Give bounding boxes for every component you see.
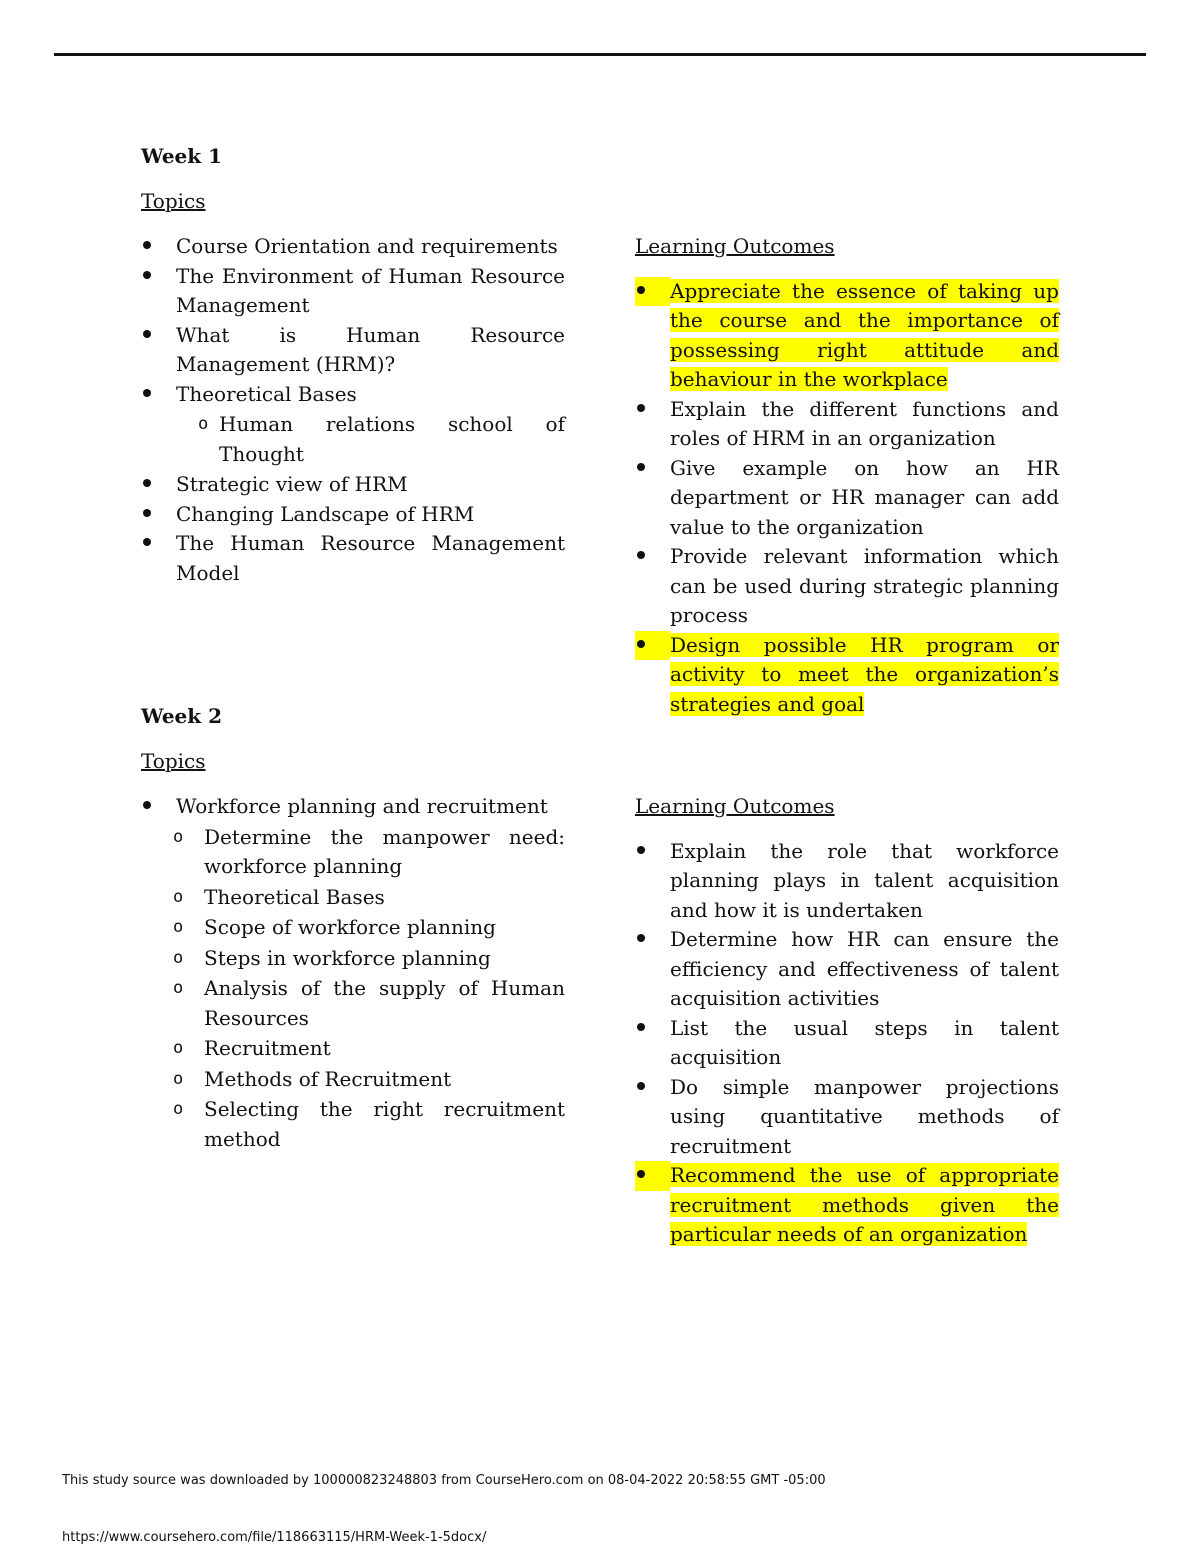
- outcome-text: Explain the role that workforce planning plays in talent acquisition and how it is undertaken: [670, 838, 1059, 922]
- week-2-title: Week 2: [141, 704, 223, 728]
- week-2-topics-label: Topics: [141, 749, 206, 773]
- bullet-icon: [141, 380, 176, 410]
- outcome-text: List the usual steps in talent acquisition: [670, 1015, 1059, 1069]
- bullet-icon: [635, 454, 670, 484]
- topic-item: [141, 470, 565, 500]
- outcome-item: [635, 837, 1059, 926]
- subtopic-text: Selecting the right recruitment method: [204, 1097, 565, 1151]
- subtopic-text: Scope of workforce planning: [204, 915, 496, 939]
- topic-item: [141, 500, 565, 530]
- week-1-outcomes-list: [635, 277, 1059, 720]
- outcome-text: Give example on how an HR department or HR manager can add value to the organization: [670, 455, 1059, 539]
- bullet-icon: [635, 1073, 670, 1103]
- topic-item: [141, 792, 565, 1154]
- bullet-icon: [141, 321, 176, 351]
- subtopic-item: [141, 883, 565, 913]
- topic-item: [141, 232, 565, 262]
- subtopic-text: Methods of Recruitment: [204, 1066, 452, 1091]
- week-2-outcomes-list: [635, 837, 1059, 1250]
- subtopic-item: [141, 1065, 565, 1095]
- topic-item: [141, 321, 565, 380]
- bullet-icon: [635, 1161, 670, 1191]
- outcome-text: Provide relevant information which can be used during strategic planning process: [670, 544, 1059, 627]
- topic-text: What is Human Resource Management (HRM)?: [176, 322, 565, 376]
- sub-bullet-icon: o: [173, 1099, 184, 1119]
- topic-item: [141, 380, 565, 470]
- bullet-icon: [141, 470, 176, 500]
- topic-text: Workforce planning and recruitment: [176, 794, 548, 818]
- bullet-icon: [141, 792, 176, 822]
- week-1-title: Week 1: [141, 144, 223, 168]
- outcome-item: [635, 454, 1059, 543]
- subtopic-item: [141, 823, 565, 882]
- outcome-text: Explain the different functions and roles of HRM in an organization: [670, 396, 1059, 450]
- subtopic-text: Human relations school of Thought: [219, 412, 565, 466]
- subtopic-item: [141, 944, 565, 974]
- subtopic-item: [141, 974, 565, 1033]
- bullet-icon: [141, 500, 176, 530]
- subtopic-item: [141, 410, 565, 469]
- week-2-outcomes-column: [635, 792, 1059, 1250]
- outcome-item: [635, 925, 1059, 1014]
- subtopic-list: [141, 410, 565, 469]
- subtopic-item: [141, 1095, 565, 1154]
- outcome-item: [635, 542, 1059, 631]
- bullet-icon: [141, 232, 176, 262]
- topic-text: The Human Resource Management Model: [176, 531, 565, 585]
- outcome-item: [635, 1014, 1059, 1073]
- bullet-icon: [635, 837, 670, 867]
- bullet-icon: [635, 1014, 670, 1044]
- top-horizontal-rule: [54, 53, 1146, 56]
- week-1-outcomes-column: [635, 232, 1059, 719]
- sub-bullet-icon: o: [173, 978, 184, 998]
- source-url[interactable]: https://www.coursehero.com/file/118663115/HRM-Week-1-5docx/: [62, 1530, 487, 1545]
- week-1-topics-list: [141, 232, 565, 588]
- bullet-icon: [635, 542, 670, 572]
- download-source-notice: This study source was downloaded by 100000823248803 from CourseHero.com on 08-04-2022 20:58:55 GMT -05:00: [62, 1473, 826, 1488]
- sub-bullet-icon: o: [173, 1068, 184, 1089]
- week-2-learning-outcomes-label: Learning Outcomes: [635, 794, 835, 818]
- week-1-learning-outcomes-label: Learning Outcomes: [635, 234, 835, 258]
- outcome-item: [635, 277, 1059, 395]
- outcome-text-highlighted: Appreciate the essence of taking up the course and the importance of possessing right attitude and behaviour in the workplace: [670, 278, 1059, 391]
- week-2-topics-list: [141, 792, 565, 1154]
- subtopic-text: Steps in workforce planning: [204, 945, 491, 970]
- week-1-topics-column: [141, 232, 565, 588]
- bullet-icon: [635, 395, 670, 425]
- outcome-item: [635, 395, 1059, 454]
- outcome-text: Do simple manpower projections using quantitative methods of recruitment: [670, 1074, 1059, 1158]
- bullet-icon: [635, 631, 670, 661]
- sub-bullet-icon: o: [173, 826, 184, 847]
- outcome-text-highlighted: Design possible HR program or activity to meet the organization’s strategies and goal: [670, 632, 1059, 716]
- subtopic-text: Recruitment: [204, 1036, 331, 1060]
- subtopic-list: [141, 823, 565, 1155]
- week-2-topics-column: [141, 792, 565, 1155]
- bullet-icon: [141, 529, 176, 559]
- sub-bullet-icon: o: [173, 917, 184, 937]
- subtopic-item: [141, 1034, 565, 1064]
- sub-bullet-icon: o: [173, 886, 184, 907]
- week-2-section: [141, 702, 1061, 1246]
- sub-bullet-icon: o: [173, 947, 184, 968]
- subtopic-text: Analysis of the supply of Human Resources: [204, 976, 565, 1030]
- bullet-icon: [141, 262, 176, 292]
- bullet-icon: [635, 925, 670, 955]
- subtopic-text: Theoretical Bases: [204, 884, 385, 909]
- topic-item: [141, 262, 565, 321]
- outcome-item: [635, 1161, 1059, 1250]
- topic-text: Theoretical Bases: [176, 381, 357, 406]
- outcome-item: [635, 1073, 1059, 1162]
- topic-text: Course Orientation and requirements: [176, 234, 558, 258]
- week-1-topics-label: Topics: [141, 189, 206, 213]
- bullet-icon: [635, 277, 670, 307]
- outcome-text: Determine how HR can ensure the efficiency and effectiveness of talent acquisition activities: [670, 927, 1059, 1010]
- topic-item: [141, 529, 565, 588]
- subtopic-text: Determine the manpower need: workforce planning: [204, 824, 565, 878]
- outcome-text-highlighted: Recommend the use of appropriate recruitment methods given the particular needs of an organization: [670, 1163, 1059, 1246]
- topic-text: Strategic view of HRM: [176, 472, 408, 496]
- sub-bullet-icon: o: [198, 414, 209, 434]
- topic-text: Changing Landscape of HRM: [176, 501, 475, 526]
- topic-text: The Environment of Human Resource Management: [176, 263, 565, 317]
- subtopic-item: [141, 913, 565, 943]
- sub-bullet-icon: o: [173, 1038, 184, 1058]
